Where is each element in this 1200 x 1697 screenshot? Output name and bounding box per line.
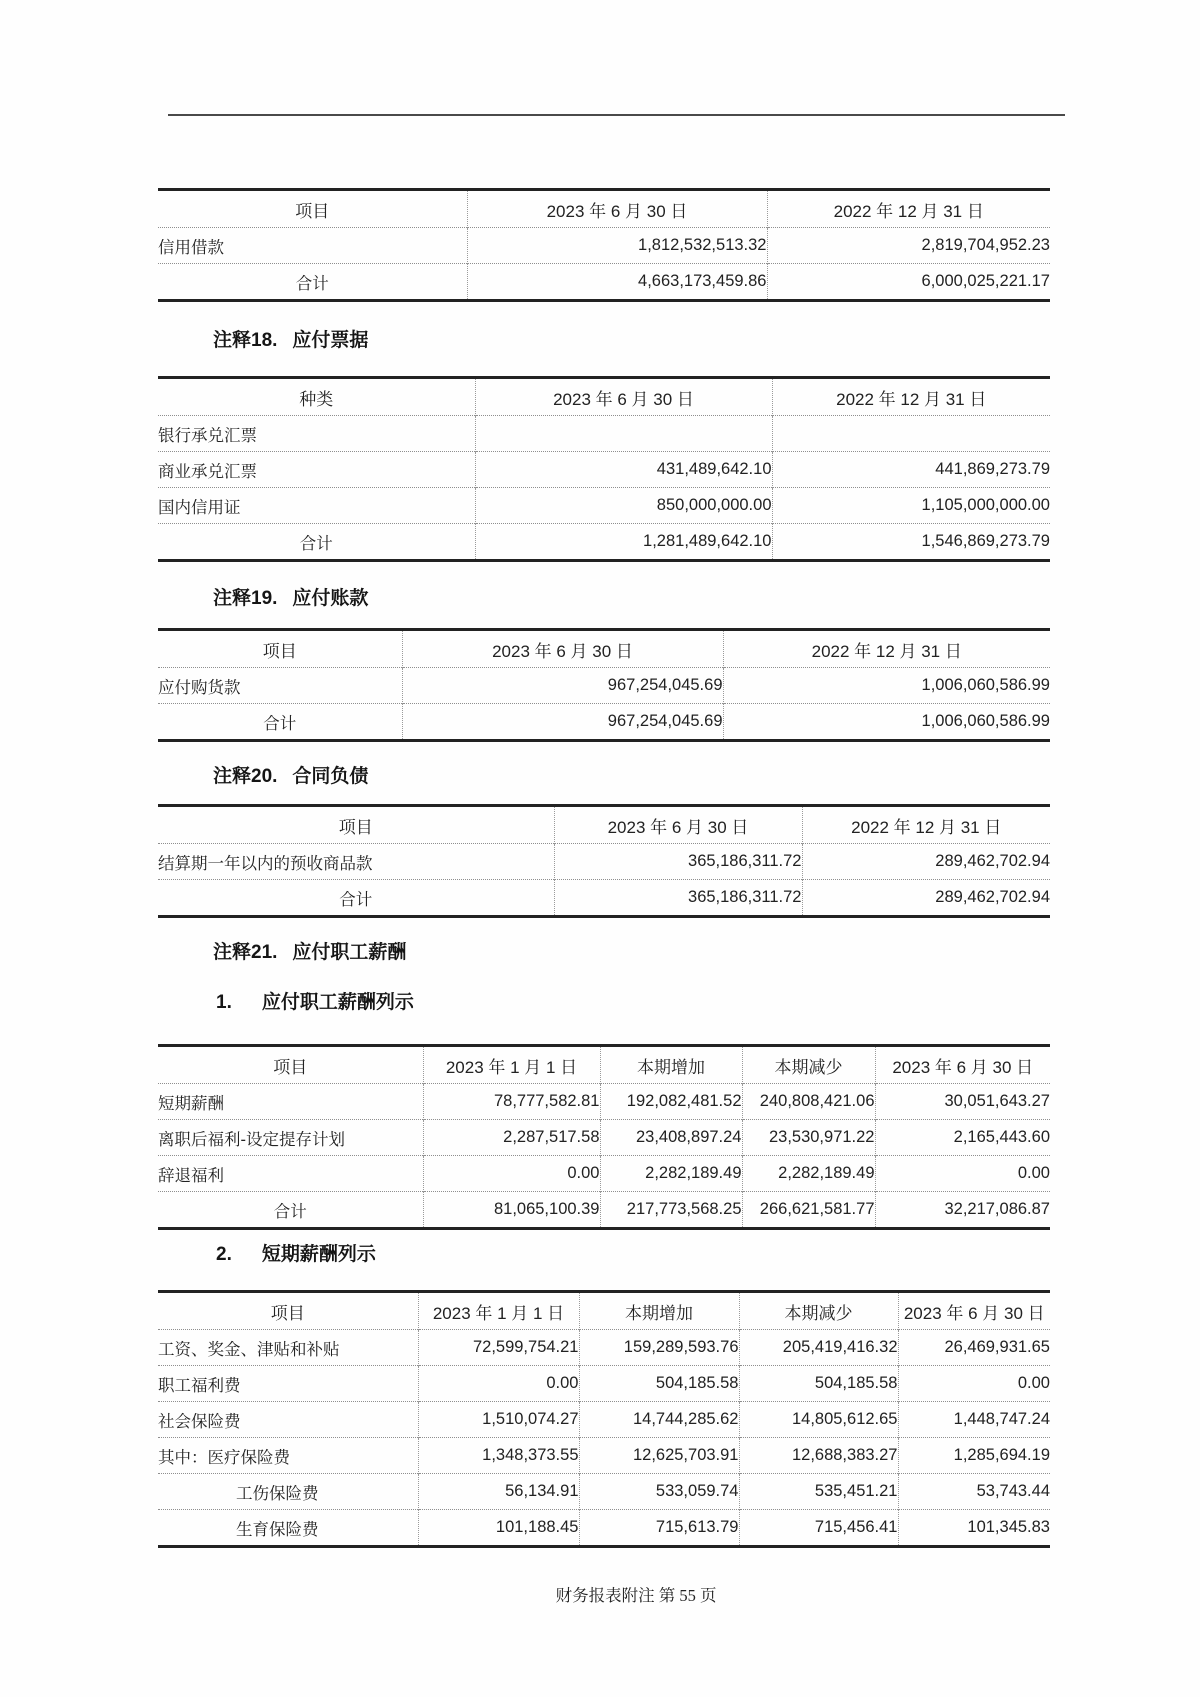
amount-cell: 1,448,747.24 <box>898 1402 1050 1438</box>
table-total-row <box>158 524 1050 561</box>
row-label: 其中：医疗保险费 <box>158 1438 418 1474</box>
amount-cell: 533,059.74 <box>579 1474 739 1510</box>
table-row <box>158 488 1050 524</box>
amount-cell: 2,282,189.49 <box>742 1156 875 1192</box>
table-header-row <box>158 190 1050 228</box>
amount-cell: 289,462,702.94 <box>802 880 1050 917</box>
amount-cell: 1,105,000,000.00 <box>772 488 1050 524</box>
table-row <box>158 416 1050 452</box>
amount-cell: 53,743.44 <box>898 1474 1050 1510</box>
amount-cell: 967,254,045.69 <box>402 704 723 741</box>
amount-cell: 0.00 <box>423 1156 600 1192</box>
note-18-heading <box>158 328 1050 354</box>
amount-cell: 441,869,273.79 <box>772 452 1050 488</box>
note-21-heading <box>158 940 1050 966</box>
column-header: 项目 <box>262 641 297 661</box>
amount-cell: 365,186,311.72 <box>554 880 802 917</box>
amount-cell: 192,082,481.52 <box>600 1084 742 1120</box>
column-header: 2023 年 6 月 30 日 <box>875 1046 1050 1084</box>
amount-cell: 159,289,593.76 <box>579 1330 739 1366</box>
page-content <box>158 188 1050 1548</box>
credit-borrowings-table <box>158 188 1050 302</box>
note-number: 注释20. <box>213 766 278 787</box>
amount-cell: 56,134.91 <box>418 1474 579 1510</box>
row-label: 离职后福利-设定提存计划 <box>158 1120 423 1156</box>
amount-cell: 365,186,311.72 <box>554 844 802 880</box>
amount-cell: 12,688,383.27 <box>739 1438 898 1474</box>
table-row <box>158 1084 1050 1120</box>
amount-cell: 2,819,704,952.23 <box>767 228 1050 264</box>
header-rule <box>168 114 1065 116</box>
row-label: 合计 <box>158 264 467 301</box>
column-header: 本期增加 <box>600 1046 742 1084</box>
row-label: 合计 <box>158 524 475 561</box>
table-row <box>158 1474 1050 1510</box>
column-header: 本期减少 <box>742 1046 875 1084</box>
row-label: 合计 <box>158 704 402 741</box>
row-label: 辞退福利 <box>158 1156 423 1192</box>
amount-cell: 535,451.21 <box>739 1474 898 1510</box>
amount-cell: 715,456.41 <box>739 1510 898 1547</box>
row-label: 工资、奖金、津贴和补贴 <box>158 1330 418 1366</box>
note-title: 应付账款 <box>292 588 369 609</box>
subsection-number: 2. <box>216 1244 232 1265</box>
amount-cell <box>772 416 1050 452</box>
row-label: 合计 <box>158 880 554 917</box>
table-row <box>158 844 1050 880</box>
amount-cell: 14,805,612.65 <box>739 1402 898 1438</box>
table-row <box>158 1510 1050 1547</box>
table-row <box>158 1330 1050 1366</box>
payroll-summary-table <box>158 1044 1050 1230</box>
amount-cell: 12,625,703.91 <box>579 1438 739 1474</box>
short-term-compensation-table <box>158 1290 1050 1548</box>
amount-cell: 715,613.79 <box>579 1510 739 1547</box>
amount-cell: 32,217,086.87 <box>875 1192 1050 1229</box>
amount-cell: 217,773,568.25 <box>600 1192 742 1229</box>
accounts-payable-table <box>158 628 1050 742</box>
amount-cell: 2,282,189.49 <box>600 1156 742 1192</box>
column-header: 2022 年 12 月 31 日 <box>767 190 1050 228</box>
amount-cell: 266,621,581.77 <box>742 1192 875 1229</box>
subsection-2-heading <box>158 1242 1050 1268</box>
note-title: 合同负债 <box>292 766 369 787</box>
amount-cell: 78,777,582.81 <box>423 1084 600 1120</box>
amount-cell: 289,462,702.94 <box>802 844 1050 880</box>
table-row <box>158 1120 1050 1156</box>
note-19-heading <box>158 586 1050 612</box>
row-label: 工伤保险费 <box>158 1474 418 1510</box>
row-label: 生育保险费 <box>158 1510 418 1547</box>
table-total-row <box>158 264 1050 301</box>
subsection-title: 短期薪酬列示 <box>261 1244 376 1265</box>
table-row <box>158 1156 1050 1192</box>
column-header: 2023 年 6 月 30 日 <box>475 378 772 416</box>
amount-cell: 0.00 <box>875 1156 1050 1192</box>
column-header: 种类 <box>299 389 334 409</box>
amount-cell: 0.00 <box>418 1366 579 1402</box>
contract-liabilities-table <box>158 804 1050 918</box>
amount-cell: 205,419,416.32 <box>739 1330 898 1366</box>
table-header-row <box>158 378 1050 416</box>
amount-cell: 1,281,489,642.10 <box>475 524 772 561</box>
row-label: 国内信用证 <box>158 488 475 524</box>
note-number: 注释21. <box>213 942 278 963</box>
row-label: 应付购货款 <box>158 668 402 704</box>
column-header: 项目 <box>295 201 330 221</box>
amount-cell: 1,546,869,273.79 <box>772 524 1050 561</box>
table-row <box>158 1366 1050 1402</box>
row-label: 商业承兑汇票 <box>158 452 475 488</box>
amount-cell: 4,663,173,459.86 <box>467 264 767 301</box>
table-header-row <box>158 1292 1050 1330</box>
column-header: 2022 年 12 月 31 日 <box>723 630 1050 668</box>
column-header: 2023 年 6 月 30 日 <box>467 190 767 228</box>
note-title: 应付职工薪酬 <box>292 942 407 963</box>
amount-cell: 1,006,060,586.99 <box>723 704 1050 741</box>
row-label: 银行承兑汇票 <box>158 416 475 452</box>
amount-cell: 2,165,443.60 <box>875 1120 1050 1156</box>
row-label: 社会保险费 <box>158 1402 418 1438</box>
column-header: 2022 年 12 月 31 日 <box>772 378 1050 416</box>
row-label: 结算期一年以内的预收商品款 <box>158 844 554 880</box>
amount-cell <box>475 416 772 452</box>
column-header: 项目 <box>270 1303 305 1323</box>
table-total-row <box>158 1192 1050 1229</box>
amount-cell: 850,000,000.00 <box>475 488 772 524</box>
table-header-row <box>158 806 1050 844</box>
column-header: 本期增加 <box>579 1292 739 1330</box>
subsection-number: 1. <box>216 992 232 1013</box>
notes-payable-table <box>158 376 1050 562</box>
table-row <box>158 1438 1050 1474</box>
amount-cell: 0.00 <box>898 1366 1050 1402</box>
subsection-1-heading <box>158 990 1050 1016</box>
column-header: 本期减少 <box>739 1292 898 1330</box>
table-header-row <box>158 630 1050 668</box>
amount-cell: 504,185.58 <box>579 1366 739 1402</box>
column-header: 2022 年 12 月 31 日 <box>802 806 1050 844</box>
amount-cell: 6,000,025,221.17 <box>767 264 1050 301</box>
amount-cell: 101,188.45 <box>418 1510 579 1547</box>
column-header: 项目 <box>273 1057 308 1077</box>
amount-cell: 1,006,060,586.99 <box>723 668 1050 704</box>
amount-cell: 72,599,754.21 <box>418 1330 579 1366</box>
amount-cell: 1,812,532,513.32 <box>467 228 767 264</box>
column-header: 2023 年 1 月 1 日 <box>418 1292 579 1330</box>
amount-cell: 23,530,971.22 <box>742 1120 875 1156</box>
subsection-title: 应付职工薪酬列示 <box>261 992 414 1013</box>
amount-cell: 2,287,517.58 <box>423 1120 600 1156</box>
table-header-row <box>158 1046 1050 1084</box>
note-number: 注释19. <box>213 588 278 609</box>
amount-cell: 1,285,694.19 <box>898 1438 1050 1474</box>
table-row <box>158 668 1050 704</box>
amount-cell: 23,408,897.24 <box>600 1120 742 1156</box>
table-row <box>158 228 1050 264</box>
amount-cell: 101,345.83 <box>898 1510 1050 1547</box>
row-label: 合计 <box>158 1192 423 1229</box>
column-header: 2023 年 6 月 30 日 <box>554 806 802 844</box>
row-label: 信用借款 <box>158 228 467 264</box>
column-header: 2023 年 1 月 1 日 <box>423 1046 600 1084</box>
amount-cell: 81,065,100.39 <box>423 1192 600 1229</box>
amount-cell: 14,744,285.62 <box>579 1402 739 1438</box>
amount-cell: 1,348,373.55 <box>418 1438 579 1474</box>
column-header: 2023 年 6 月 30 日 <box>898 1292 1050 1330</box>
row-label: 职工福利费 <box>158 1366 418 1402</box>
row-label: 短期薪酬 <box>158 1084 423 1120</box>
amount-cell: 504,185.58 <box>739 1366 898 1402</box>
table-total-row <box>158 880 1050 917</box>
amount-cell: 240,808,421.06 <box>742 1084 875 1120</box>
amount-cell: 26,469,931.65 <box>898 1330 1050 1366</box>
amount-cell: 431,489,642.10 <box>475 452 772 488</box>
page-footer: 财务报表附注 第 55 页 <box>555 1586 717 1605</box>
table-row <box>158 452 1050 488</box>
table-total-row <box>158 704 1050 741</box>
note-number: 注释18. <box>213 330 278 351</box>
note-20-heading <box>158 764 1050 790</box>
note-title: 应付票据 <box>292 330 369 351</box>
amount-cell: 30,051,643.27 <box>875 1084 1050 1120</box>
column-header: 项目 <box>338 817 373 837</box>
amount-cell: 1,510,074.27 <box>418 1402 579 1438</box>
table-row <box>158 1402 1050 1438</box>
column-header: 2023 年 6 月 30 日 <box>402 630 723 668</box>
amount-cell: 967,254,045.69 <box>402 668 723 704</box>
